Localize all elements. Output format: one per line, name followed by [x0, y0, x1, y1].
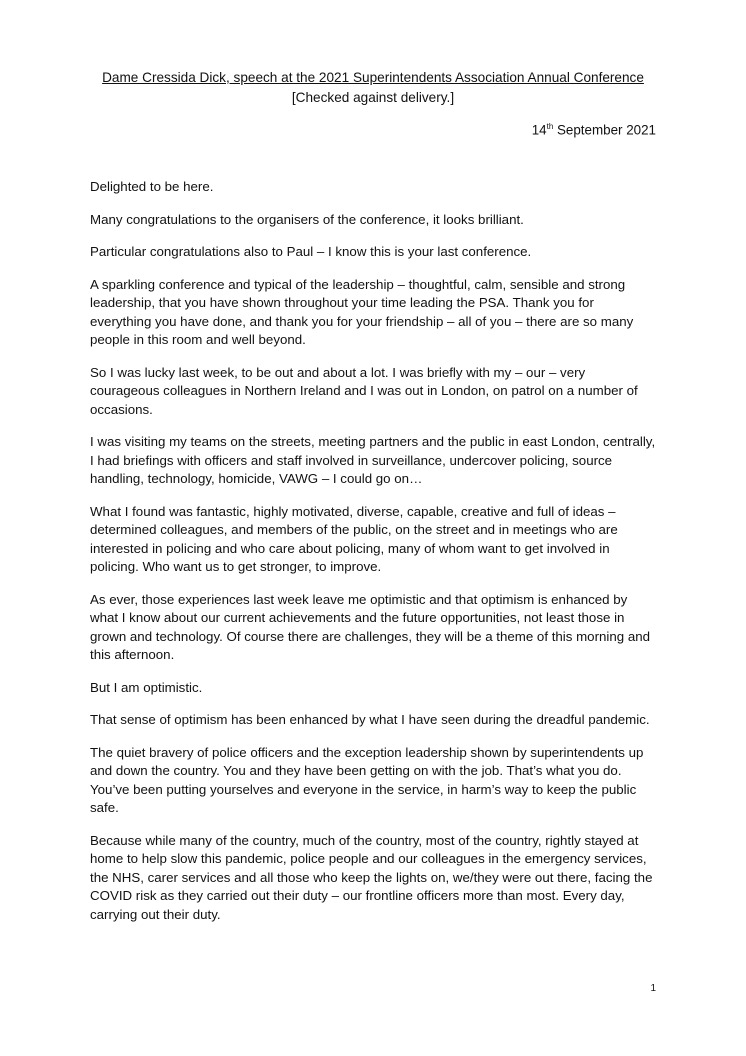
paragraph: As ever, those experiences last week leave me optimistic and that optimism is enhanced by what I know about our current achievements and the future opportunities, not least those in grown and technology. Of course there are challenges, they will be a theme of this morning and this afternoon.: [90, 591, 651, 662]
date-rest: September 2021: [553, 122, 656, 138]
speech-title: Dame Cressida Dick, speech at the 2021 Superintendents Association Annual Conference: [102, 70, 644, 85]
paragraph: I was visiting my teams on the streets, meeting partners and the public in east London, centrally, I had briefings with officers and staff involved in surveillance, undercover policing, source handling, technology, homicide, VAWG – I could go on…: [90, 434, 656, 486]
page-number: 1: [650, 983, 656, 994]
date-day: 14: [531, 122, 547, 138]
date-suffix: th: [546, 122, 554, 131]
paragraph: But I am optimistic.: [90, 679, 203, 695]
paragraph: Particular congratulations also to Paul – I know this is your last conference.: [90, 244, 532, 259]
speech-body: [90, 178, 658, 938]
paragraph: What I found was fantastic, highly motivated, diverse, capable, creative and full of ideas – determined colleagues, and members of the public, on the street and in meetings who are interested in policing and who care about policing, many of whom want to get involved in policing. Who want us to get stronger, to improve.: [90, 503, 618, 574]
paragraph: So I was lucky last week, to be out and about a lot. I was briefly with my – our – very courageous colleagues in Northern Ireland and I was out in London, on patrol on a number of occasions.: [90, 364, 638, 417]
paragraph: Because while many of the country, much of the country, most of the country, rightly stayed at home to help slow this pandemic, police people and our colleagues in the emergency services, the NHS, carer services and all those who keep the lights on, we/they were out there, facing the COVID risk as they carried out their duty – our frontline officers more than most. Every day, carrying out their duty.: [90, 832, 653, 922]
paragraph: Many congratulations to the organisers of the conference, it looks brilliant.: [90, 211, 524, 227]
document-header: [0, 68, 746, 108]
paragraph: Delighted to be here.: [90, 179, 214, 194]
paragraph: That sense of optimism has been enhanced by what I have seen during the dreadful pandemic.: [90, 712, 650, 727]
speech-subtitle: [Checked against delivery.]: [291, 90, 455, 105]
paragraph: A sparkling conference and typical of the leadership – thoughtful, calm, sensible and strong leadership, that you have shown throughout your time leading the PSA. Thank you for everything you have done, and thank you for your friendship – all of you – there are so many people in this room and well beyond.: [90, 276, 634, 347]
paragraph: The quiet bravery of police officers and the exception leadership shown by superintendents up and down the country. You and they have been getting on with the job. That’s what you do. You’ve been putting yourselves and everyone in the service, in harm’s way to keep the public safe.: [90, 744, 644, 815]
speech-date: [532, 122, 656, 137]
